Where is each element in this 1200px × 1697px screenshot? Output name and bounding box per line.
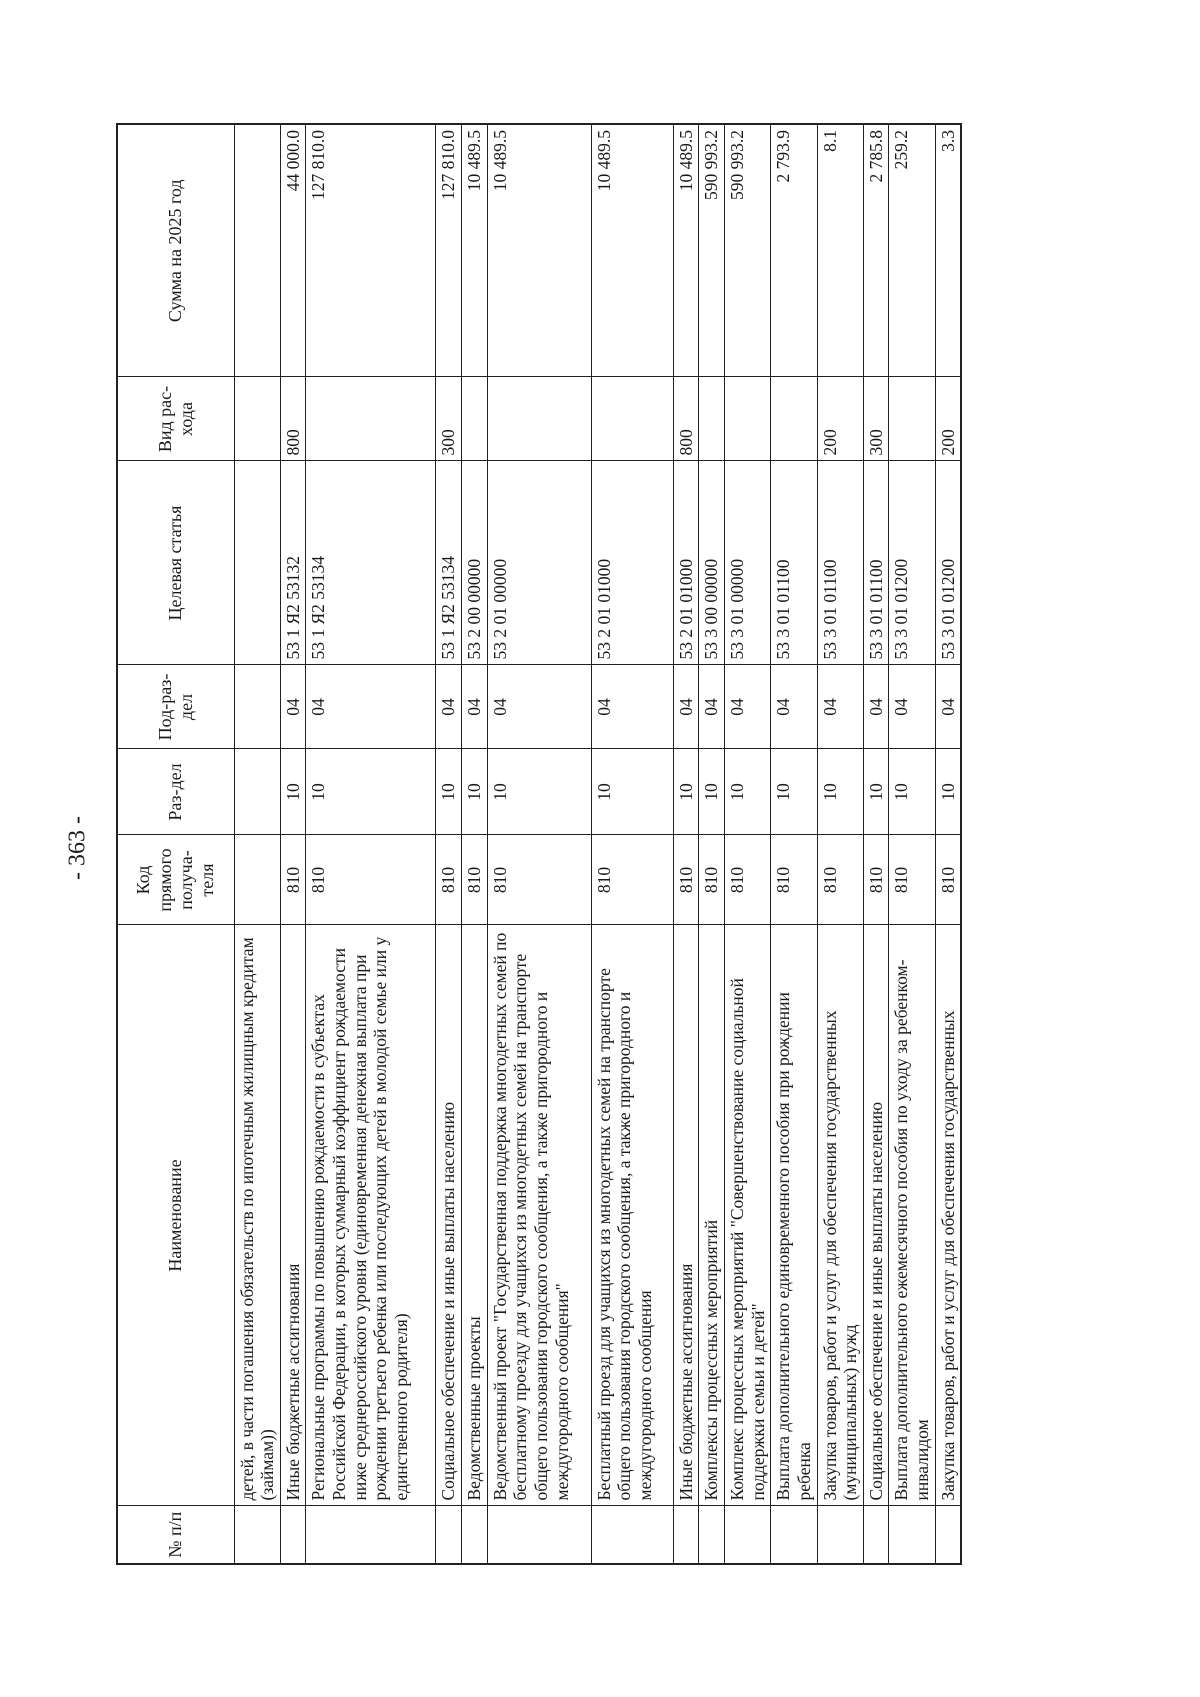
cell-sum: 2 793.9: [771, 124, 817, 377]
table-row: [462, 124, 488, 1564]
cell-sum: 590 993.2: [699, 124, 725, 377]
cell-target: 53 2 01 01000: [591, 461, 673, 665]
cell-expense: 800: [280, 377, 306, 461]
cell-num: [487, 1506, 591, 1564]
cell-subsection: 04: [280, 665, 306, 749]
cell-target: 53 1 Я2 53134: [306, 461, 436, 665]
cell-recipient: 810: [280, 835, 306, 925]
cell-expense: [306, 377, 436, 461]
cell-subsection: 04: [673, 665, 699, 749]
cell-subsection: 04: [591, 665, 673, 749]
header-expense: Вид рас-хода: [117, 377, 234, 461]
cell-expense: 800: [673, 377, 699, 461]
cell-name: Выплата дополнительного единовременного пособия при рождении ребенка: [771, 925, 817, 1506]
cell-name: Бесплатный проезд для учащихся из многодетных семей на транспорте общего пользования городского сообщения, а также пригородного и междугородного сообщения: [591, 925, 673, 1506]
cell-target: 53 3 01 01100: [817, 461, 863, 665]
cell-sum: 2 785.8: [863, 124, 889, 377]
table-row: [817, 124, 863, 1564]
cell-num: [280, 1506, 306, 1564]
cell-recipient: 810: [863, 835, 889, 925]
table-row: [935, 124, 961, 1564]
cell-subsection: 04: [863, 665, 889, 749]
cell-recipient: 810: [724, 835, 770, 925]
table-body: [234, 124, 961, 1564]
cell-subsection: 04: [487, 665, 591, 749]
cell-recipient: 810: [935, 835, 961, 925]
table-row: [699, 124, 725, 1564]
cell-expense: [234, 377, 280, 461]
cell-expense: [462, 377, 488, 461]
cell-sum: 8.1: [817, 124, 863, 377]
table-row: [863, 124, 889, 1564]
table-row: [234, 124, 280, 1564]
rotated-sheet: [116, 125, 1011, 1565]
cell-sum: 127 810.0: [436, 124, 462, 377]
cell-num: [771, 1506, 817, 1564]
cell-sum: [234, 124, 280, 377]
cell-recipient: 810: [673, 835, 699, 925]
cell-num: [817, 1506, 863, 1564]
cell-subsection: [234, 665, 280, 749]
table-row: [306, 124, 436, 1564]
cell-num: [234, 1506, 280, 1564]
cell-expense: [771, 377, 817, 461]
table-row: [280, 124, 306, 1564]
cell-name: Социальное обеспечение и иные выплаты населению: [436, 925, 462, 1506]
cell-subsection: 04: [724, 665, 770, 749]
cell-expense: 200: [817, 377, 863, 461]
cell-name: Выплата дополнительного ежемесячного пособия по уходу за ребенком-инвалидом: [889, 925, 935, 1506]
cell-expense: 200: [935, 377, 961, 461]
cell-target: 53 3 01 01100: [771, 461, 817, 665]
table-row: [724, 124, 770, 1564]
cell-num: [673, 1506, 699, 1564]
header-sum: Сумма на 2025 год: [117, 124, 234, 377]
cell-name: Социальное обеспечение и иные выплаты населению: [863, 925, 889, 1506]
header-section: Раз-дел: [117, 749, 234, 835]
cell-recipient: 810: [591, 835, 673, 925]
cell-name: Иные бюджетные ассигнования: [280, 925, 306, 1506]
cell-num: [724, 1506, 770, 1564]
cell-target: 53 3 01 00000: [724, 461, 770, 665]
cell-expense: [724, 377, 770, 461]
cell-num: [935, 1506, 961, 1564]
cell-num: [462, 1506, 488, 1564]
cell-name: Ведомственные проекты: [462, 925, 488, 1506]
cell-expense: [487, 377, 591, 461]
cell-num: [863, 1506, 889, 1564]
cell-num: [436, 1506, 462, 1564]
cell-name: детей, в части погашения обязательств по ипотечным жилищным кредитам (займам)): [234, 925, 280, 1506]
table-row: [771, 124, 817, 1564]
cell-name: Закупка товаров, работ и услуг для обеспечения государственных: [935, 925, 961, 1506]
table-row: [591, 124, 673, 1564]
cell-num: [699, 1506, 725, 1564]
cell-recipient: 810: [487, 835, 591, 925]
cell-section: 10: [699, 749, 725, 835]
cell-sum: 10 489.5: [591, 124, 673, 377]
cell-recipient: 810: [462, 835, 488, 925]
cell-section: 10: [306, 749, 436, 835]
cell-section: 10: [724, 749, 770, 835]
cell-name: Закупка товаров, работ и услуг для обеспечения государственных (муниципальных) нужд: [817, 925, 863, 1506]
cell-section: 10: [462, 749, 488, 835]
cell-sum: 127 810.0: [306, 124, 436, 377]
cell-section: 10: [817, 749, 863, 835]
cell-section: 10: [673, 749, 699, 835]
header-num: № п/п: [117, 1506, 234, 1564]
cell-subsection: 04: [771, 665, 817, 749]
page-number: - 363 -: [64, 816, 91, 880]
header-name: Наименование: [117, 925, 234, 1506]
cell-sum: 10 489.5: [487, 124, 591, 377]
cell-subsection: 04: [935, 665, 961, 749]
cell-recipient: 810: [817, 835, 863, 925]
table-row: [889, 124, 935, 1564]
cell-sum: 10 489.5: [673, 124, 699, 377]
cell-subsection: 04: [699, 665, 725, 749]
cell-target: 53 2 00 00000: [462, 461, 488, 665]
cell-subsection: 04: [306, 665, 436, 749]
cell-target: 53 1 Я2 53132: [280, 461, 306, 665]
cell-num: [591, 1506, 673, 1564]
cell-recipient: 810: [436, 835, 462, 925]
cell-recipient: 810: [889, 835, 935, 925]
cell-target: 53 2 01 00000: [487, 461, 591, 665]
budget-table: [116, 123, 962, 1565]
header-recipient: Код прямого получа-теля: [117, 835, 234, 925]
header-target: Целевая статья: [117, 461, 234, 665]
cell-expense: 300: [863, 377, 889, 461]
cell-num: [889, 1506, 935, 1564]
cell-section: 10: [280, 749, 306, 835]
cell-subsection: 04: [889, 665, 935, 749]
cell-sum: 259.2: [889, 124, 935, 377]
document-page: [116, 125, 1011, 1565]
cell-section: 10: [771, 749, 817, 835]
cell-recipient: [234, 835, 280, 925]
cell-name: Региональные программы по повышению рождаемости в субъектах Российской Федерации, в которых суммарный коэффициент рождаемости ниже среднероссийского уровня (единовременная денежная выплата при рождении третьего ребенка или последующих детей в молодой семье или у единственного родителя): [306, 925, 436, 1506]
cell-expense: [699, 377, 725, 461]
cell-recipient: 810: [771, 835, 817, 925]
table-row: [436, 124, 462, 1564]
cell-subsection: 04: [462, 665, 488, 749]
cell-section: [234, 749, 280, 835]
cell-target: 53 1 Я2 53134: [436, 461, 462, 665]
cell-expense: [889, 377, 935, 461]
cell-expense: 300: [436, 377, 462, 461]
cell-target: [234, 461, 280, 665]
table-header-row: [117, 124, 234, 1564]
table-row: [673, 124, 699, 1564]
cell-subsection: 04: [436, 665, 462, 749]
cell-section: 10: [935, 749, 961, 835]
cell-section: 10: [889, 749, 935, 835]
cell-target: 53 3 01 01200: [935, 461, 961, 665]
cell-section: 10: [591, 749, 673, 835]
cell-target: 53 2 01 01000: [673, 461, 699, 665]
cell-sum: 3.3: [935, 124, 961, 377]
header-subsection: Под-раз-дел: [117, 665, 234, 749]
cell-name: Ведомственный проект "Государственная поддержка многодетных семей по бесплатному проезду для учащихся из многодетных семей на транспорте общего пользования городского сообщения, а также пригородного и междугородного сообщения": [487, 925, 591, 1506]
table-row: [487, 124, 591, 1564]
cell-recipient: 810: [306, 835, 436, 925]
cell-section: 10: [863, 749, 889, 835]
cell-expense: [591, 377, 673, 461]
cell-name: Иные бюджетные ассигнования: [673, 925, 699, 1506]
cell-num: [306, 1506, 436, 1564]
cell-target: 53 3 00 00000: [699, 461, 725, 665]
cell-name: Комплексы процессных мероприятий: [699, 925, 725, 1506]
cell-recipient: 810: [699, 835, 725, 925]
cell-section: 10: [436, 749, 462, 835]
cell-section: 10: [487, 749, 591, 835]
cell-name: Комплекс процессных мероприятий "Совершенствование социальной поддержки семьи и детей": [724, 925, 770, 1506]
cell-target: 53 3 01 01200: [889, 461, 935, 665]
cell-sum: 590 993.2: [724, 124, 770, 377]
cell-target: 53 3 01 01100: [863, 461, 889, 665]
cell-sum: 44 000.0: [280, 124, 306, 377]
cell-sum: 10 489.5: [462, 124, 488, 377]
cell-subsection: 04: [817, 665, 863, 749]
